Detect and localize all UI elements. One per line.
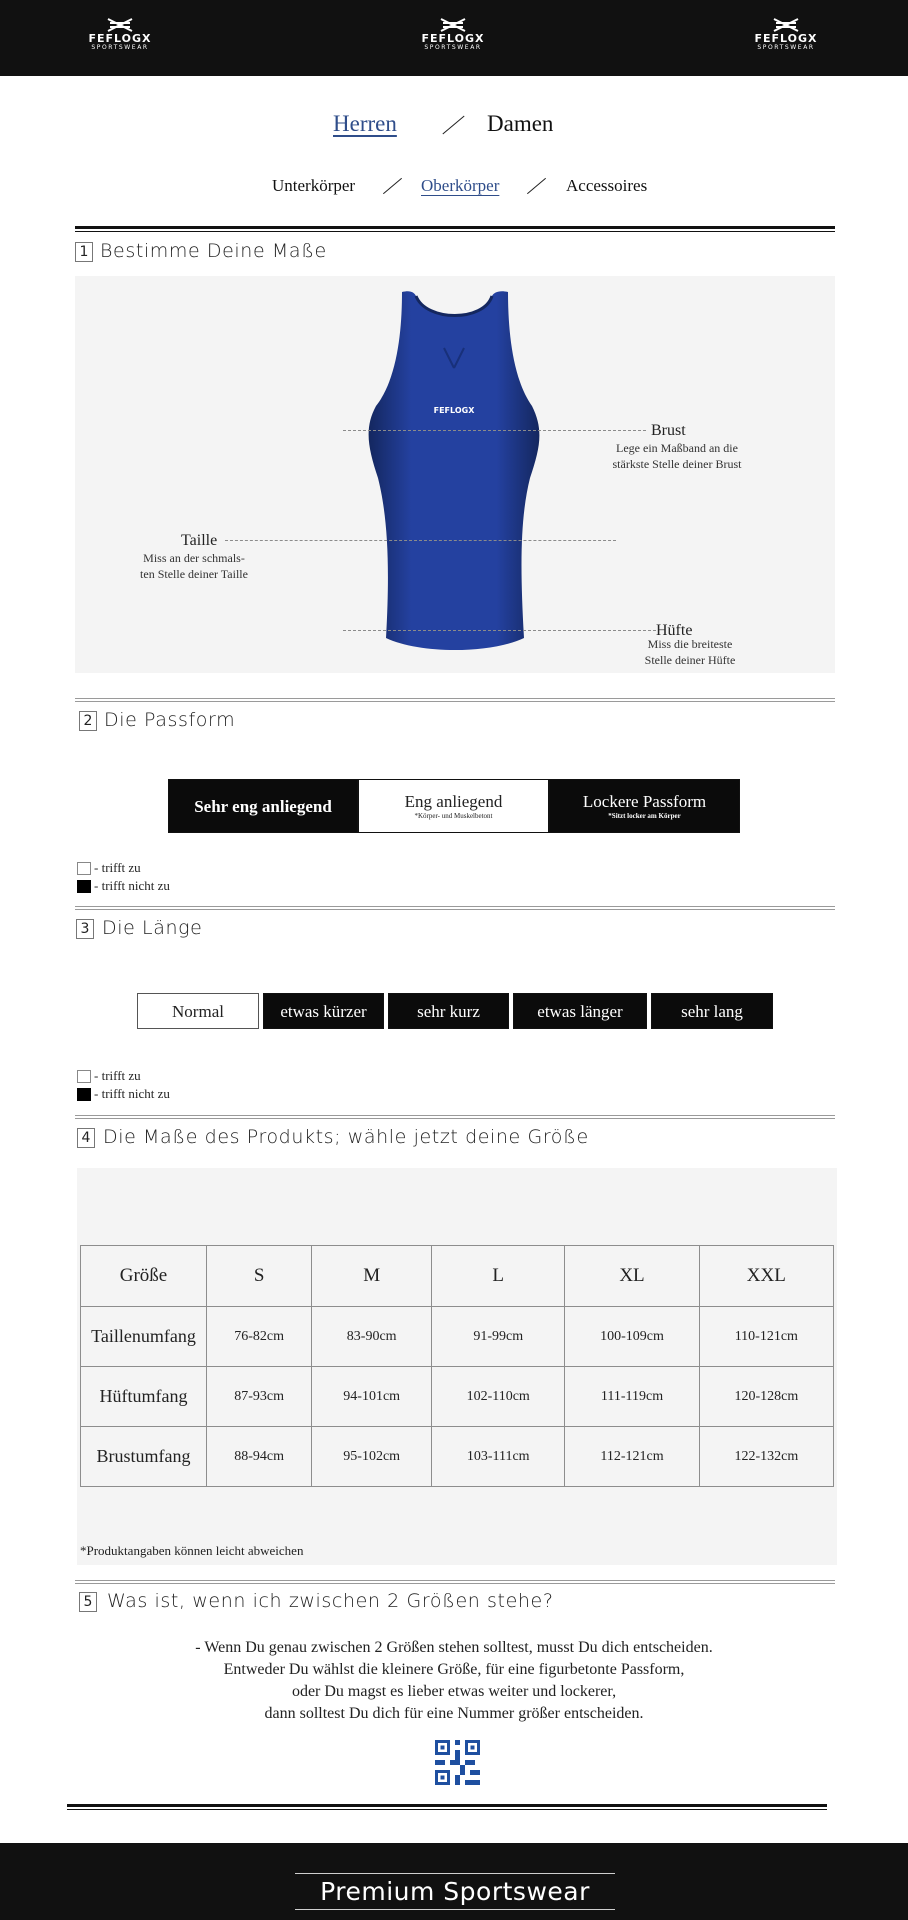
header-bar [0, 0, 908, 76]
table-cell: 102-110cm [432, 1367, 565, 1427]
length-selector [137, 993, 773, 1029]
divider [75, 1583, 835, 1584]
divider [75, 1115, 835, 1116]
divider [75, 909, 835, 910]
table-cell: 103-111cm [432, 1427, 565, 1487]
huefte-desc-line: Stelle deiner Hüfte [644, 653, 736, 667]
length-option-label: sehr kurz [417, 1001, 480, 1021]
footer-bar [0, 1843, 908, 1920]
section-title: Die Länge [102, 917, 203, 939]
logo-brand: FEFLOGX [88, 32, 152, 45]
table-cell: 112-121cm [565, 1427, 699, 1487]
divider-thin [67, 1809, 827, 1810]
taille-label: Taille [181, 532, 218, 549]
section-title: Die Passform [104, 709, 236, 731]
legend-no-label: - trifft nicht zu [94, 878, 170, 893]
fit-option-sub: *Körper- und Muskelbetont [414, 811, 493, 820]
logo-mark-icon [772, 18, 800, 32]
logo-mark-icon [106, 18, 134, 32]
length-option-sehr-kurz[interactable] [388, 993, 509, 1029]
section-number: 3 [76, 919, 94, 939]
fit-option-sehr-eng[interactable] [168, 779, 358, 833]
table-cell: 111-119cm [565, 1367, 699, 1427]
fit-option-label: Lockere Passform [582, 791, 707, 811]
length-option-label: etwas länger [537, 1001, 623, 1021]
size-panel [77, 1168, 837, 1565]
fit-option-eng[interactable] [358, 779, 549, 833]
logo-brand: FEFLOGX [421, 32, 485, 45]
brust-label: Brust [651, 422, 686, 439]
table-cell: 100-109cm [565, 1307, 699, 1367]
brust-desc [597, 440, 757, 472]
legend-white-box [77, 1070, 91, 1083]
huefte-line [343, 630, 656, 631]
section-number: 5 [79, 1592, 97, 1612]
section-title: Die Maße des Produkts; wähle jetzt deine Größe [103, 1126, 589, 1148]
length-option-label: etwas kürzer [280, 1001, 367, 1021]
brust-desc-line: Lege ein Maßband an die [616, 441, 738, 455]
length-option-label: sehr lang [681, 1001, 743, 1021]
nav-separator [527, 178, 546, 194]
faq-line: oder Du magst es lieber etwas weiter und lockerer, [291, 1683, 617, 1700]
table-header-row [81, 1246, 834, 1307]
faq-line: - Wenn Du genau zwischen 2 Größen stehen solltest, musst Du dich entscheiden. [195, 1639, 713, 1656]
size-table [80, 1245, 834, 1487]
section-number: 4 [77, 1128, 95, 1148]
legend-no-label: - trifft nicht zu [94, 1086, 170, 1101]
table-cell: 122-132cm [699, 1427, 833, 1487]
table-cell: 87-93cm [207, 1367, 312, 1427]
fit-option-sub: *Sitzt locker am Körper [608, 811, 681, 820]
huefte-desc-line: Miss die breiteste [647, 637, 733, 651]
length-option-normal[interactable] [137, 993, 259, 1029]
divider [75, 1580, 835, 1581]
faq-line: Entweder Du wählst die kleinere Größe, für eine figurbetonte Passform, [223, 1661, 685, 1678]
taille-desc-line: ten Stelle deiner Taille [140, 567, 248, 581]
nav-oberkoerper[interactable]: Oberkörper [421, 176, 500, 195]
logo-sub: SPORTSWEAR [424, 44, 482, 51]
section-number: 2 [79, 711, 97, 731]
measure-panel [75, 276, 835, 673]
divider [75, 906, 835, 907]
table-note: *Produktangaben können leicht abweichen [80, 1543, 304, 1558]
legend-no [77, 878, 170, 894]
fit-option-label: Eng anliegend [404, 791, 503, 811]
length-option-label: Normal [172, 1001, 224, 1021]
logo-sub: SPORTSWEAR [757, 44, 815, 51]
table-cell: 95-102cm [312, 1427, 432, 1487]
table-header-cell: XXL [699, 1246, 833, 1307]
table-cell: 94-101cm [312, 1367, 432, 1427]
legend-white-box [77, 862, 91, 875]
nav-herren[interactable]: Herren [333, 111, 397, 136]
logo-sub: SPORTSWEAR [91, 44, 149, 51]
section-number: 1 [75, 242, 93, 262]
tank-top-image [340, 288, 570, 663]
table-row-header: Hüftumfang [81, 1367, 207, 1427]
table-row-header: Taillenumfang [81, 1307, 207, 1367]
footer-text: Premium Sportswear [320, 1877, 590, 1906]
divider-thin [75, 231, 835, 232]
fit-selector [168, 779, 740, 833]
divider [75, 698, 835, 699]
length-option-etwas-kuerzer[interactable] [263, 993, 384, 1029]
legend-yes-label: - trifft zu [94, 1068, 141, 1083]
logo-brand: FEFLOGX [754, 32, 818, 45]
logo-mark-icon [439, 18, 467, 32]
nav-damen[interactable]: Damen [487, 111, 554, 136]
table-cell: 120-128cm [699, 1367, 833, 1427]
table-row [81, 1427, 834, 1487]
table-header-cell: XL [565, 1246, 699, 1307]
faq-line: dann solltest Du dich für eine Nummer größer entscheiden. [264, 1705, 644, 1722]
shirt-logo: FEFLOGX [433, 406, 475, 415]
taille-desc [119, 550, 269, 582]
legend-no [77, 1086, 170, 1102]
nav-separator [383, 178, 402, 194]
nav-accessoires[interactable]: Accessoires [566, 176, 648, 195]
logo-right[interactable] [738, 18, 834, 58]
legend-yes [77, 1068, 141, 1084]
section-title: Bestimme Deine Maße [100, 240, 327, 262]
table-cell: 91-99cm [432, 1307, 565, 1367]
taille-line [225, 540, 616, 541]
divider-thick [75, 226, 835, 229]
table-header-cell: Größe [81, 1246, 207, 1307]
footer-rule [295, 1873, 615, 1874]
length-option-sehr-lang[interactable] [651, 993, 773, 1029]
legend-yes [77, 860, 141, 876]
legend-black-box [77, 1088, 91, 1101]
huefte-desc [615, 636, 765, 668]
footer-rule [295, 1909, 615, 1910]
fit-option-label: Sehr eng anliegend [194, 796, 332, 816]
table-cell: 88-94cm [207, 1427, 312, 1487]
nav-separator [442, 116, 464, 135]
table-cell: 110-121cm [699, 1307, 833, 1367]
legend-yes-label: - trifft zu [94, 860, 141, 875]
logo-left[interactable] [72, 18, 168, 58]
table-row [81, 1307, 834, 1367]
brust-desc-line: stärkste Stelle deiner Brust [612, 457, 742, 471]
table-cell: 83-90cm [312, 1307, 432, 1367]
taille-desc-line: Miss an der schmals- [143, 551, 245, 565]
table-header-cell: M [312, 1246, 432, 1307]
table-row [81, 1367, 834, 1427]
qr-code-icon[interactable] [435, 1740, 480, 1785]
divider [75, 701, 835, 702]
table-header-cell: S [207, 1246, 312, 1307]
huefte-label: Hüfte [656, 622, 693, 639]
faq-text [0, 1637, 908, 1725]
table-row-header: Brustumfang [81, 1427, 207, 1487]
nav-unterkoerper[interactable]: Unterkörper [272, 176, 356, 195]
table-cell: 76-82cm [207, 1307, 312, 1367]
section-title: Was ist, wenn ich zwischen 2 Größen stehe? [107, 1590, 554, 1612]
logo-center[interactable] [405, 18, 501, 58]
table-header-cell: L [432, 1246, 565, 1307]
fit-option-locker[interactable] [549, 779, 740, 833]
divider-thick [67, 1804, 827, 1807]
divider [75, 1118, 835, 1119]
legend-black-box [77, 880, 91, 893]
brust-line [343, 430, 646, 431]
length-option-etwas-laenger[interactable] [513, 993, 647, 1029]
